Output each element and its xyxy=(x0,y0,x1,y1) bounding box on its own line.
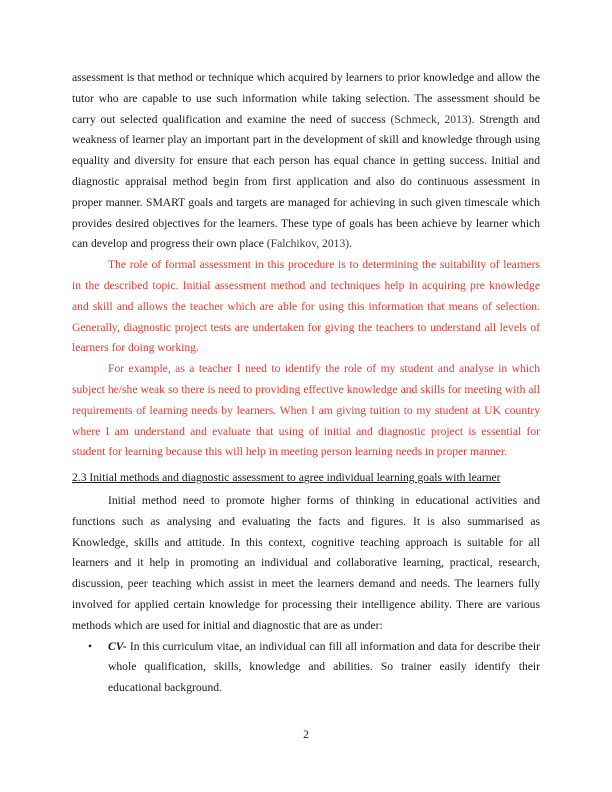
paragraph-formal-assessment: The role of formal assessment in this procedure is to determining the suitability of learners in the described topic. Initial assessment method and techniques help in acquiring pre knowledge and skill and allows the teacher which are able for using this information that means of selection. Generally, diagnostic project tests are undertaken for giving the teachers to understand all levels of learners for doing working. xyxy=(72,258,540,355)
list-item-cv xyxy=(72,637,540,699)
paragraph-initial-method: Initial method need to promote higher forms of thinking in educational activities and functions such as analysing and evaluating the facts and figures. It is also summarised as Knowledge, skills and attitude. In this context, cognitive teaching approach is suitable for all learners and it help in promoting an individual and collaborative learning, practical, research, discussion, peer teaching which assist in meet the learners demand and needs. The learners fully involved for applied certain knowledge for processing their intelligence ability. There are various methods which are used for initial and diagnostic that are as under: xyxy=(72,493,540,632)
paragraph-text: . xyxy=(349,237,353,251)
paragraph-teacher-example: For example, as a teacher I need to identify the role of my student and analyse in which subject he/she weak so there is need to providing effective knowledge and skills for meeting with all requirements of learning needs by learners. When I am giving tuition to my student at UK country where I am understand and evaluate that using of initial and diagnostic project is essential for student for learning because this will help in meeting person learning needs in proper manner. xyxy=(72,362,540,459)
list-item-term: CV- xyxy=(108,639,127,653)
citation-schmeck: (Schmeck, 2013) xyxy=(390,112,472,126)
paragraph-assessment-intro xyxy=(72,68,540,255)
section-heading: 2.3 Initial methods and diagnostic assessment to agree individual learning goals with learner xyxy=(72,471,501,485)
list-item-text: In this curriculum vitae, an individual can fill all information and data for describe their whole qualification, skills, knowledge and abilities. So trainer easily identify their educational background. xyxy=(108,639,540,695)
page-number: 2 xyxy=(303,728,309,741)
citation-falchikov: (Falchikov, 2013) xyxy=(266,237,350,251)
bullet-icon: • xyxy=(88,639,93,653)
methods-list xyxy=(72,637,540,699)
paragraph-text: . Strength and weakness of learner play an important part in the development of skill and knowledge through using equality and diversity for ensure that each person has equal chance in getting success. Initial and diagnostic appraisal method begin from first application and also do continuous assessment in proper manner. SMART goals and targets are managed for achieving in such given timescale which provides desired objectives for the learners. These type of goals has been achieve by learner which can develop and progress their own place xyxy=(72,112,540,251)
paragraph-text: assessment is that method or technique which acquired by learners to prior knowledge and allow the tutor who are capable to use such information while taking selection. The assessment should be carry out selected qualification and examine the need of success xyxy=(72,71,540,126)
